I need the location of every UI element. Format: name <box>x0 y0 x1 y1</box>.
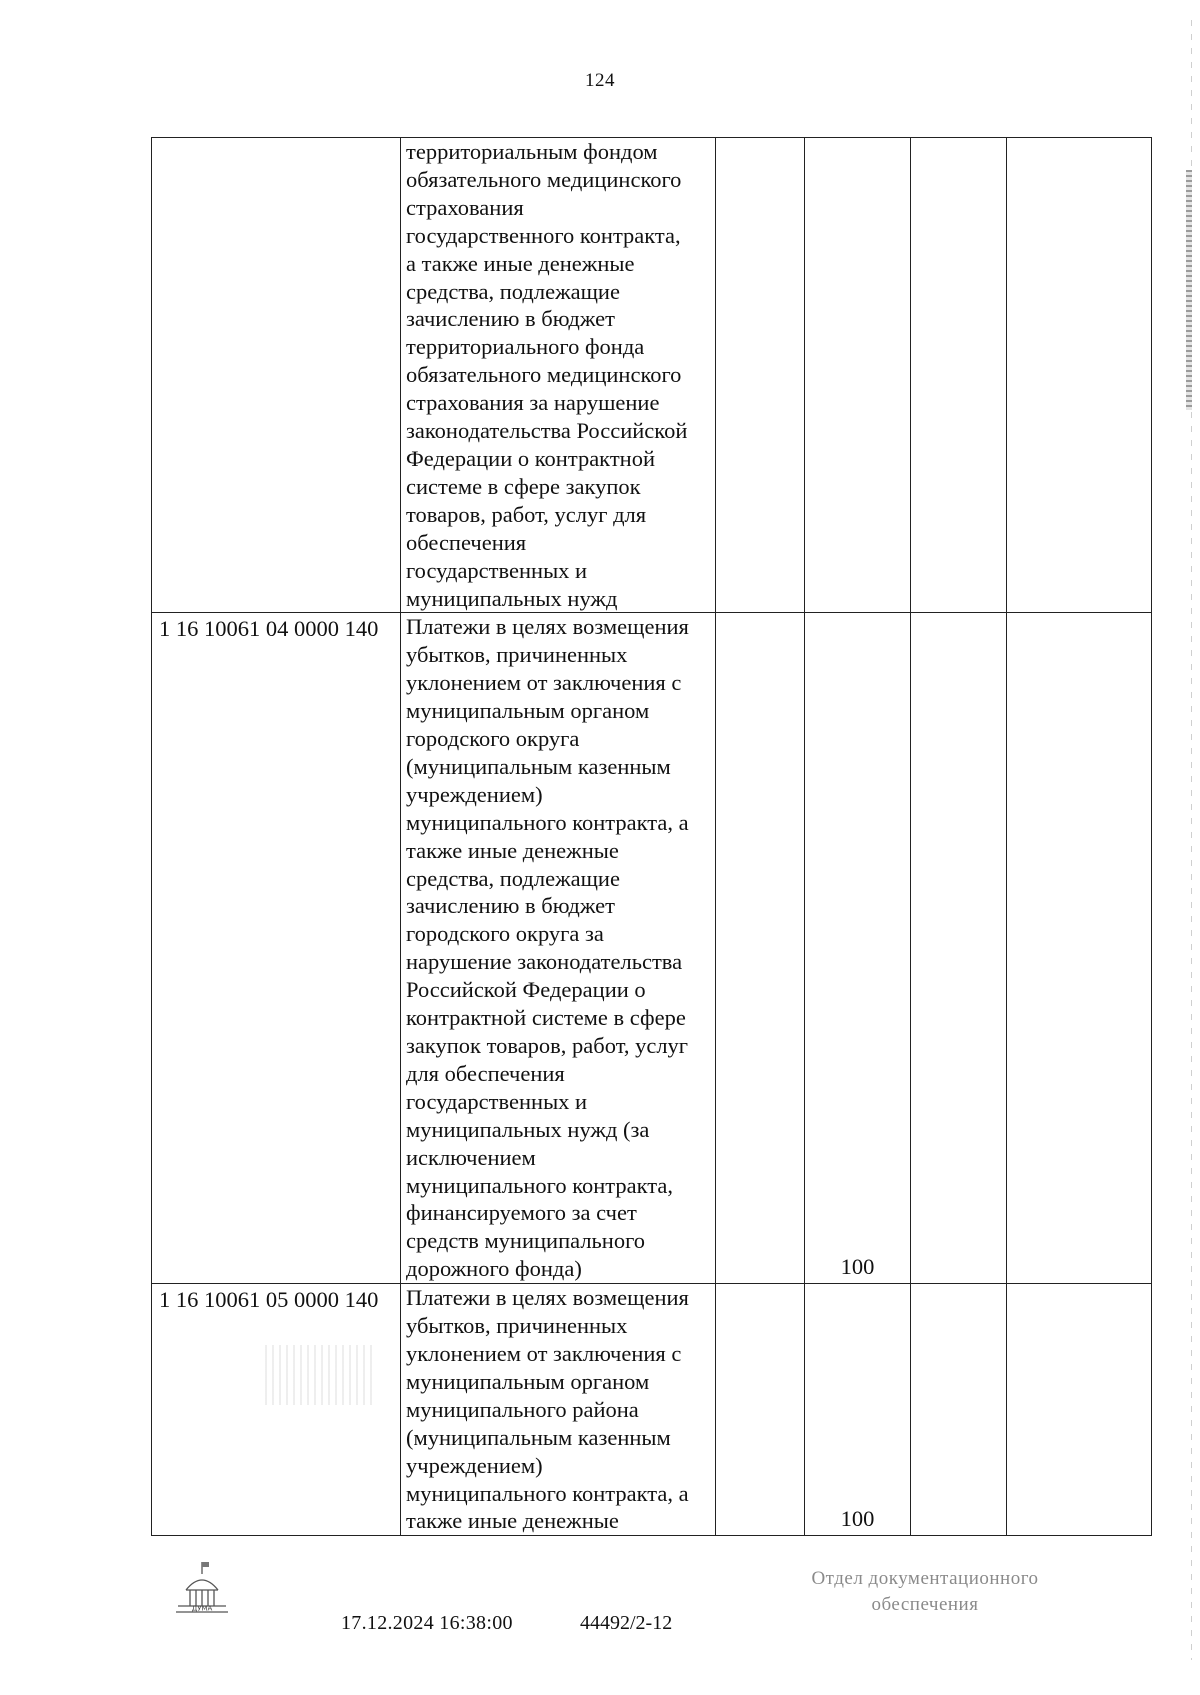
description-line: (муниципальным казенным <box>406 1424 671 1450</box>
stamp-line: обеспечения <box>871 1594 979 1615</box>
description-line: средства, подлежащие <box>406 865 620 891</box>
description-line: Платежи в целях возмещения <box>406 614 689 640</box>
description-line: уклонением от заключения с <box>406 1340 682 1366</box>
revenue-codes-table <box>151 137 1152 1536</box>
description-line: зачислению в бюджет <box>406 306 615 332</box>
value-cell <box>911 613 1007 1284</box>
description-line: страхования <box>406 194 524 220</box>
description-line: обязательного медицинского <box>406 362 682 388</box>
description-line: финансируемого за счет <box>406 1200 637 1226</box>
description-line: для обеспечения <box>406 1060 565 1086</box>
svg-text:ДУМА: ДУМА <box>191 1604 213 1613</box>
table-row <box>152 138 1152 613</box>
description-line: зачислению в бюджет <box>406 893 615 919</box>
description-line: средств муниципального <box>406 1228 646 1254</box>
value-cell: 100 <box>805 1284 911 1536</box>
value-cell <box>911 1284 1007 1536</box>
description-line: муниципальных нужд (за <box>406 1116 650 1142</box>
description-line: Платежи в целях возмещения <box>406 1285 689 1311</box>
code-cell <box>152 138 401 613</box>
description-line: товаров, работ, услуг для <box>406 501 647 527</box>
value-cell <box>805 138 911 613</box>
value-cell <box>911 138 1007 613</box>
description-line: муниципальным органом <box>406 698 650 724</box>
description-line: муниципальным органом <box>406 1368 650 1394</box>
value-cell <box>716 1284 805 1536</box>
description-line: муниципального контракта, <box>406 1172 673 1198</box>
description-line: закупок товаров, работ, услуг <box>406 1033 689 1058</box>
description-line: дорожного фонда) <box>406 1256 582 1282</box>
description-line: обеспечения <box>406 529 527 555</box>
description-line: нарушение законодательства <box>406 949 683 975</box>
table-row <box>152 1284 1152 1536</box>
description-line: исключением <box>406 1144 536 1170</box>
description-line: страхования за нарушение <box>406 390 660 416</box>
description-line: муниципальных нужд <box>406 585 618 611</box>
description-line: контрактной системе в сфере <box>406 1005 686 1031</box>
duma-building-logo-icon <box>172 1560 232 1622</box>
description-line: убытков, причиненных <box>406 1313 628 1339</box>
description-line: городского округа <box>406 726 580 752</box>
description-line: муниципального контракта, а <box>406 809 689 835</box>
description-line: учреждением) <box>406 1452 543 1478</box>
footer-doc-number: 44492/2-12 <box>580 1612 673 1634</box>
value-cell <box>716 613 805 1284</box>
description-line: средства, подлежащие <box>406 278 620 304</box>
description-line: уклонением от заключения с <box>406 670 682 696</box>
description-line: убытков, причиненных <box>406 642 628 668</box>
description-line: законодательства Российской <box>406 418 688 444</box>
value-cell <box>716 138 805 613</box>
description-line: государственных и <box>406 557 588 583</box>
description-line: учреждением) <box>406 781 543 807</box>
description-line: муниципального района <box>406 1396 639 1422</box>
description-line: государственных и <box>406 1088 588 1114</box>
description-cell <box>401 138 716 613</box>
scan-edge-mark <box>1186 170 1192 410</box>
description-line: а также иные денежные <box>406 250 635 276</box>
description-cell <box>401 613 716 1284</box>
description-line: Российской Федерации о <box>406 977 646 1003</box>
description-line: территориальным фондом <box>406 139 658 164</box>
table-row <box>152 613 1152 1284</box>
code-cell: 1 16 10061 05 0000 140 <box>152 1284 401 1536</box>
description-line: государственного контракта, <box>406 222 681 248</box>
description-line: Федерации о контрактной <box>406 445 655 471</box>
stamp-line: Отдел документационного <box>811 1568 1039 1589</box>
value-cell <box>1007 1284 1152 1536</box>
value-cell <box>1007 138 1152 613</box>
department-stamp <box>780 1566 1070 1618</box>
description-line: системе в сфере закупок <box>406 473 641 499</box>
footer-datetime: 17.12.2024 16:38:00 <box>341 1612 513 1634</box>
faint-scan-mark <box>265 1345 375 1405</box>
description-line: обязательного медицинского <box>406 166 682 192</box>
code-cell: 1 16 10061 04 0000 140 <box>152 613 401 1284</box>
description-line: также иные денежные <box>406 837 619 863</box>
description-line: городского округа за <box>406 921 604 947</box>
value-cell: 100 <box>805 613 911 1284</box>
page-number: 124 <box>585 70 615 91</box>
description-line: (муниципальным казенным <box>406 753 671 779</box>
description-line: муниципального контракта, а <box>406 1480 689 1506</box>
description-cell <box>401 1284 716 1536</box>
description-line: также иные денежные <box>406 1508 619 1534</box>
value-cell <box>1007 613 1152 1284</box>
description-line: территориального фонда <box>406 334 645 360</box>
